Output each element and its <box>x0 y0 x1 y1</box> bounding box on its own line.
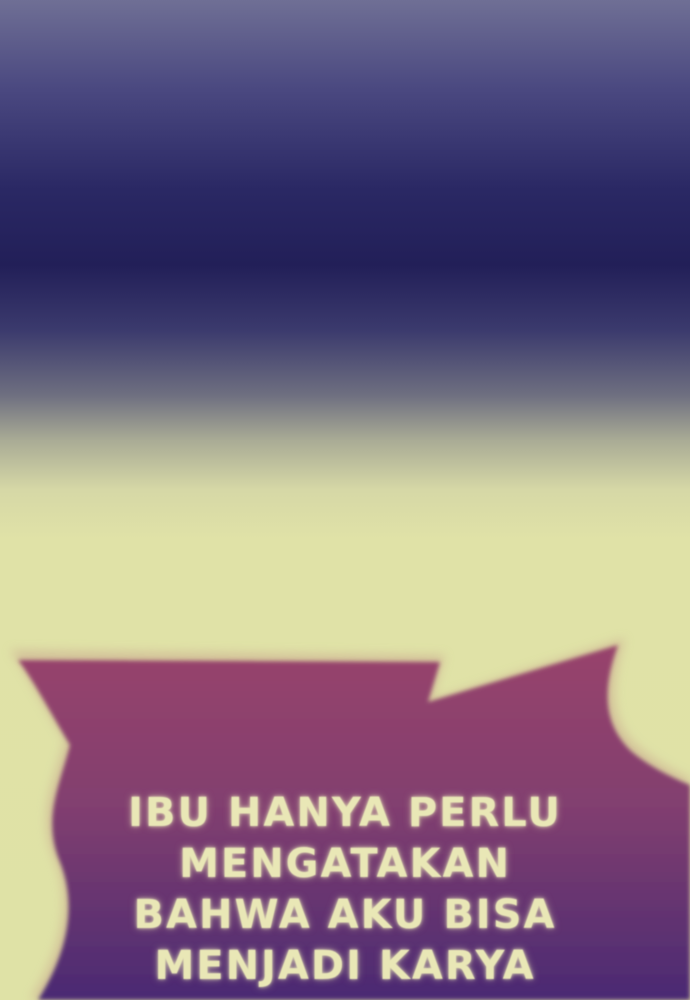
speech-bubble-text <box>100 788 590 992</box>
caption-line-1: IBU HANYA PERLU <box>128 790 562 836</box>
caption-line-4: MENJADI KARYA <box>154 943 536 989</box>
caption-line-3: BAHWA AKU BISA <box>133 892 557 938</box>
caption-line-2: MENGATAKAN <box>179 841 511 887</box>
